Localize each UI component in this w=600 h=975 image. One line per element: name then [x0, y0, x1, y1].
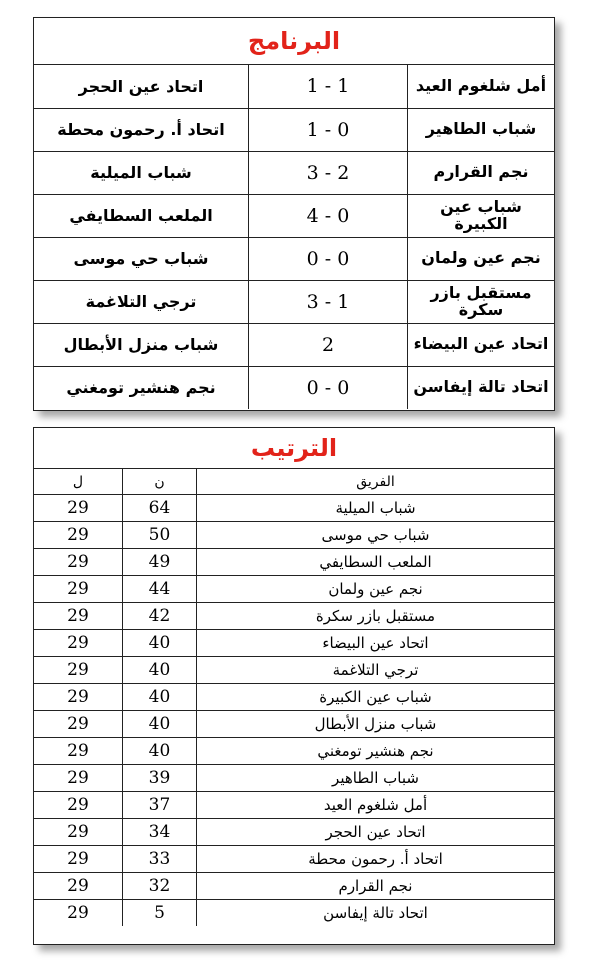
- standings-team: ترجي التلاغمة: [197, 657, 555, 684]
- match-home-team: شباب الطاهير: [408, 108, 555, 151]
- standings-points: 44: [123, 576, 197, 603]
- standings-row: [34, 738, 554, 765]
- standings-team: شباب منزل الأبطال: [197, 711, 555, 738]
- match-row: [34, 194, 554, 237]
- standings-team: شباب الميلية: [197, 495, 555, 522]
- standings-played: 29: [34, 900, 123, 927]
- match-score: 1 - 1: [249, 65, 408, 108]
- standings-row: [34, 711, 554, 738]
- match-home-team: مستقبل بازر سكرة: [408, 280, 555, 323]
- standings-team: نجم عين ولمان: [197, 576, 555, 603]
- standings-row: [34, 765, 554, 792]
- standings-team: شباب الطاهير: [197, 765, 555, 792]
- standings-played: 29: [34, 738, 123, 765]
- standings-played: 29: [34, 603, 123, 630]
- match-row: [34, 323, 554, 366]
- match-home-team: اتحاد عين البيضاء: [408, 323, 555, 366]
- standings-played: 29: [34, 495, 123, 522]
- standings-team: اتحاد عين البيضاء: [197, 630, 555, 657]
- header-played: ل: [34, 469, 123, 495]
- standings-played: 29: [34, 765, 123, 792]
- standings-row: [34, 603, 554, 630]
- standings-team: شباب حي موسى: [197, 522, 555, 549]
- standings-row: [34, 576, 554, 603]
- standings-team: مستقبل بازر سكرة: [197, 603, 555, 630]
- standings-played: 29: [34, 576, 123, 603]
- standings-points: 40: [123, 738, 197, 765]
- match-table: [34, 65, 554, 409]
- match-row: [34, 108, 554, 151]
- standings-points: 32: [123, 873, 197, 900]
- match-home-team: اتحاد تالة إيفاسن: [408, 366, 555, 409]
- standings-team: نجم هنشير تومغني: [197, 738, 555, 765]
- match-row: [34, 151, 554, 194]
- standings-played: 29: [34, 711, 123, 738]
- match-row: [34, 280, 554, 323]
- match-score: 3 - 1: [249, 280, 408, 323]
- match-home-team: نجم القرارم: [408, 151, 555, 194]
- standings-team: شباب عين الكبيرة: [197, 684, 555, 711]
- standings-row: [34, 495, 554, 522]
- standings-team: نجم القرارم: [197, 873, 555, 900]
- match-score: 4 - 0: [249, 194, 408, 237]
- standings-played: 29: [34, 873, 123, 900]
- standings-played: 29: [34, 657, 123, 684]
- standings-points: 40: [123, 630, 197, 657]
- standings-row: [34, 846, 554, 873]
- match-score: 3 - 2: [249, 151, 408, 194]
- standings-played: 29: [34, 549, 123, 576]
- match-score: 0 - 0: [249, 366, 408, 409]
- standings-points: 40: [123, 684, 197, 711]
- standings-points: 40: [123, 711, 197, 738]
- match-row: [34, 65, 554, 108]
- standings-points: 34: [123, 819, 197, 846]
- standings-card: [33, 427, 555, 945]
- match-away-team: شباب حي موسى: [34, 237, 249, 280]
- standings-points: 42: [123, 603, 197, 630]
- match-home-team: شباب عين الكبيرة: [408, 194, 555, 237]
- program-card: [33, 17, 555, 411]
- standings-points: 37: [123, 792, 197, 819]
- header-points: ن: [123, 469, 197, 495]
- match-away-team: ترجي التلاغمة: [34, 280, 249, 323]
- standings-played: 29: [34, 846, 123, 873]
- standings-played: 29: [34, 684, 123, 711]
- standings-played: 29: [34, 630, 123, 657]
- standings-played: 29: [34, 522, 123, 549]
- standings-points: 5: [123, 900, 197, 927]
- standings-row: [34, 657, 554, 684]
- match-away-team: شباب منزل الأبطال: [34, 323, 249, 366]
- standings-header-row: [34, 469, 554, 495]
- standings-row: [34, 630, 554, 657]
- standings-team: أمل شلغوم العيد: [197, 792, 555, 819]
- standings-row: [34, 873, 554, 900]
- match-away-team: اتحاد أ. رحمون محطة: [34, 108, 249, 151]
- standings-points: 64: [123, 495, 197, 522]
- standings-points: 39: [123, 765, 197, 792]
- match-row: [34, 237, 554, 280]
- standings-title: الترتيب: [250, 434, 338, 462]
- standings-points: 49: [123, 549, 197, 576]
- header-team: الفريق: [197, 469, 555, 495]
- standings-points: 40: [123, 657, 197, 684]
- match-away-team: شباب الميلية: [34, 151, 249, 194]
- standings-row: [34, 792, 554, 819]
- standings-played: 29: [34, 819, 123, 846]
- standings-row: [34, 549, 554, 576]
- match-row: [34, 366, 554, 409]
- program-title: البرنامج: [247, 27, 341, 55]
- standings-team: اتحاد عين الحجر: [197, 819, 555, 846]
- standings-team: الملعب السطايفي: [197, 549, 555, 576]
- match-home-team: نجم عين ولمان: [408, 237, 555, 280]
- standings-title-bar: [34, 428, 554, 468]
- standings-row: [34, 900, 554, 927]
- standings-points: 33: [123, 846, 197, 873]
- match-score: 2: [249, 323, 408, 366]
- standings-row: [34, 522, 554, 549]
- standings-table: [34, 468, 554, 926]
- standings-team: اتحاد أ. رحمون محطة: [197, 846, 555, 873]
- standings-row: [34, 684, 554, 711]
- match-score: 1 - 0: [249, 108, 408, 151]
- standings-row: [34, 819, 554, 846]
- program-title-bar: [34, 18, 554, 65]
- standings-points: 50: [123, 522, 197, 549]
- match-away-team: الملعب السطايفي: [34, 194, 249, 237]
- match-home-team: أمل شلغوم العيد: [408, 65, 555, 108]
- standings-played: 29: [34, 792, 123, 819]
- match-score: 0 - 0: [249, 237, 408, 280]
- match-away-team: نجم هنشير تومغني: [34, 366, 249, 409]
- standings-team: اتحاد تالة إيفاسن: [197, 900, 555, 927]
- match-away-team: اتحاد عين الحجر: [34, 65, 249, 108]
